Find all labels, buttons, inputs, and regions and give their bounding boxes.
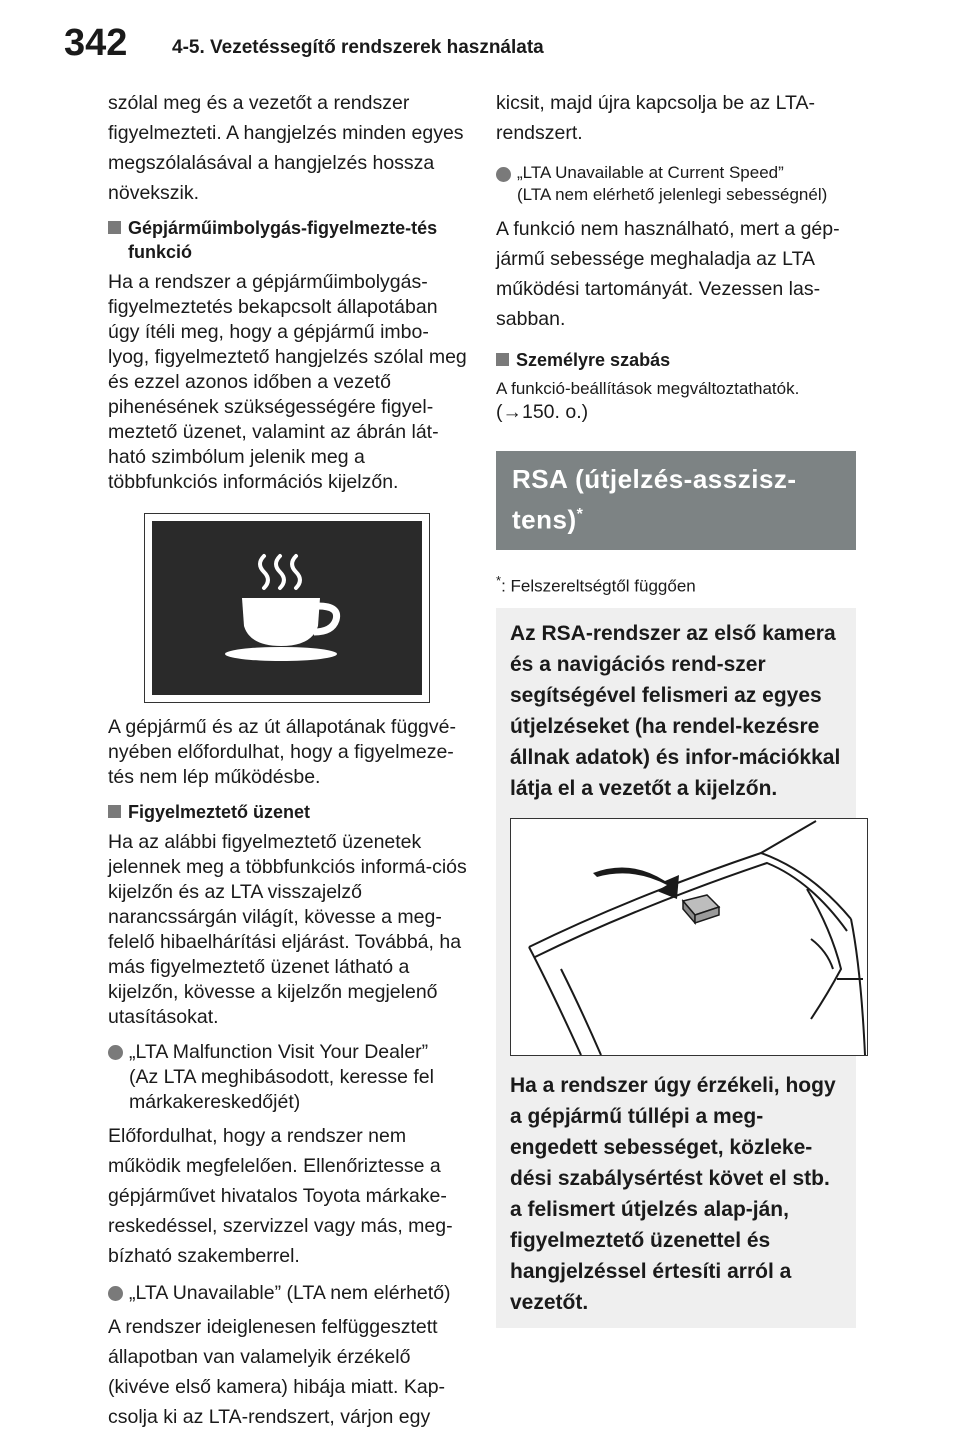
subheading-text: Gépjárműimbolygás-figyelmezte-tés funkció — [128, 218, 438, 262]
paragraph: szólal meg és a vezetőt a rendszer figyelmezteti. A hangjelzés minden egyes megszólalásával a hangjelzés hossza növekszik. — [108, 92, 464, 204]
banner-asterisk: * — [576, 506, 584, 523]
square-bullet-icon — [108, 805, 121, 818]
footnote-text: : Felszereltségtől függően — [501, 576, 696, 596]
left-column — [108, 88, 470, 1432]
coffee-symbol-figure — [144, 513, 430, 703]
paragraph: A funkció nem használható, mert a gép-jármű sebessége meghaladja az LTA működési tartományát. Vezessen las-sabban. — [496, 218, 840, 330]
page-header — [0, 0, 960, 80]
right-column — [496, 88, 856, 1328]
box-text-top: Az RSA-rendszer az első kamera és a navigációs rend-szer segítségével felismeri az egyes útjelzéseket (ha rendel-kezésre állnak adatok) és infor-mációkkal látja el a vezetőt a kijelzőn. — [510, 622, 841, 801]
windshield-camera-illustration — [511, 819, 867, 1055]
circle-bullet-icon — [108, 1286, 123, 1301]
bullet-translation: (Az LTA meghibásodott, keresse fel márkakereskedőjét) — [129, 1066, 434, 1113]
footnote-asterisk: * — [496, 572, 502, 588]
circle-bullet-icon — [496, 167, 511, 182]
bullet-lta-unavailable-speed — [496, 162, 856, 206]
subheading-warning-message — [108, 800, 470, 824]
windshield-camera-figure — [510, 818, 868, 1056]
square-bullet-icon — [108, 221, 121, 234]
paragraph: A gépjármű és az út állapotának függvé-nyében előfordulhat, hogy a figyelmeze-tés nem lép működésbe. — [108, 716, 456, 788]
page-reference-link[interactable]: (→150. o.) — [496, 401, 589, 423]
circle-bullet-icon — [108, 1045, 123, 1060]
paragraph: kicsit, majd újra kapcsolja be az LTA-rendszert. — [496, 92, 815, 144]
footnote — [496, 568, 856, 599]
paragraph: A funkció-beállítások megváltoztathatók. — [496, 379, 800, 398]
subheading-swaying-warning — [108, 216, 470, 264]
bullet-title: „LTA Malfunction Visit Your Dealer” — [129, 1041, 429, 1063]
subheading-text: Figyelmeztető üzenet — [128, 802, 311, 822]
paragraph: Ha a rendszer a gépjárműimbolygás-figyelmeztetés bekapcsolt állapotában úgy ítéli meg, hogy a gépjármű imbo-lyog, figyelmeztető hangjelzés szólal meg és ezzel azonos időben a vezető pihenésének szükségességére figyel-meztető üzenet, valamint az ábrán lát-ható szimbólum jelenik meg a többfunkciós információs kijelzőn. — [108, 271, 467, 493]
paragraph: Ha az alábbi figyelmeztető üzenetek jelennek meg a többfunkciós informá-ciós kijelzőn és az LTA visszajelző narancssárgán világít, kövesse a meg-felelő hibaelhárítási eljárást. Továbbá, ha más figyelmeztető üzenet látható a kijelzőn, kövesse a kijelzőn megjelenő utasításokat. — [108, 831, 467, 1028]
coffee-cup-icon — [212, 548, 362, 668]
bullet-lta-malfunction — [108, 1040, 470, 1115]
box-text-bottom: Ha a rendszer úgy érzékeli, hogy a gépjármű túllépi a meg-engedett sebességet, közleke-dési szabálysértést követ el stb. a felismert útjelzés alap-ján, figyelmeztető üzenettel és hangjelzéssel értesíti arról a vezetőt. — [510, 1074, 836, 1315]
paragraph: A rendszer ideiglenesen felfüggesztett állapotban van valamelyik érzékelő (kivéve első kamera) hibája miatt. Kap-csolja ki az LTA-rendszert, várjon egy — [108, 1316, 446, 1428]
bullet-title: „LTA Unavailable” (LTA nem elérhető) — [129, 1282, 451, 1304]
bullet-title: „LTA Unavailable at Current Speed” — [517, 163, 784, 182]
section-title: 4-5. Vezetéssegítő rendszerek használata — [172, 37, 544, 58]
square-bullet-icon — [496, 353, 509, 366]
bullet-translation: (LTA nem elérhető jelenlegi sebességnél) — [517, 185, 828, 204]
rsa-section-banner — [496, 451, 856, 550]
page-number: 342 — [64, 22, 128, 64]
subheading-customization — [496, 348, 856, 372]
subheading-text: Személyre szabás — [516, 350, 671, 370]
paragraph: Előfordulhat, hogy a rendszer nem működik megfelelően. Ellenőriztesse a gépjárművet hivatalos Toyota márkake-reskedéssel, szervizzel vagy más, meg-bízható szakemberrel. — [108, 1125, 453, 1267]
bullet-lta-unavailable — [108, 1281, 470, 1306]
rsa-info-box — [496, 608, 856, 1328]
banner-title: RSA (útjelzés-asszisz-tens) — [512, 464, 797, 535]
